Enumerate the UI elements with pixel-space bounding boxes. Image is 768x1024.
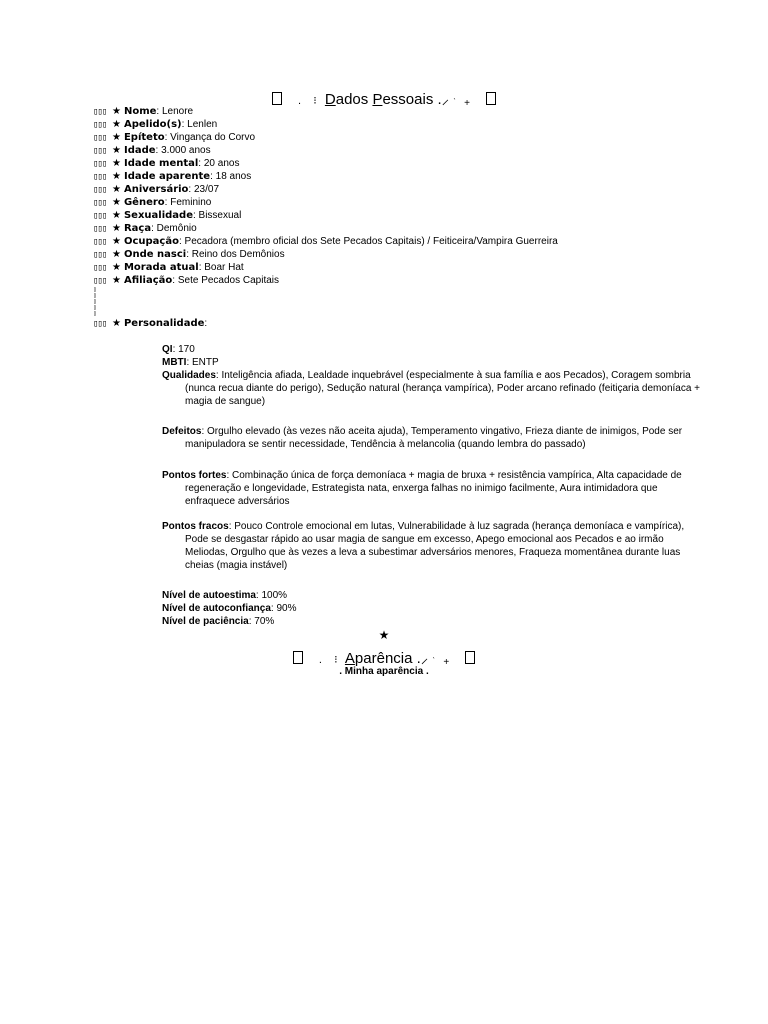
boxes-glyph: ▯▯▯ bbox=[93, 319, 107, 329]
field-key: Ocupação bbox=[123, 236, 179, 247]
star-icon: ★ bbox=[112, 236, 121, 247]
tick-glyph: ˎ bbox=[432, 650, 436, 659]
pontos-fortes-paragraph bbox=[162, 469, 705, 508]
mbti-label: MBTI bbox=[162, 357, 187, 368]
star-icon: ★ bbox=[112, 275, 121, 286]
field-row bbox=[93, 118, 693, 131]
star-icon: ★ bbox=[112, 318, 121, 329]
field-row bbox=[93, 131, 693, 144]
star-icon: ★ bbox=[112, 158, 121, 169]
plus-glyph: + bbox=[464, 98, 471, 109]
star-icon: ★ bbox=[112, 119, 121, 130]
boxes-glyph: ▯▯▯ bbox=[93, 263, 107, 273]
dots-after-glyph: .⸝ bbox=[437, 91, 450, 108]
paciencia-value: : 70% bbox=[248, 616, 275, 627]
star-icon: ★ bbox=[112, 223, 121, 234]
boxes-glyph: ▯▯▯ bbox=[93, 107, 107, 117]
star-icon: ★ bbox=[112, 171, 121, 182]
autoconfianca-label: Nível de autoconfiança bbox=[162, 603, 271, 614]
small-box-glyph: ▯ bbox=[93, 298, 97, 305]
pontos-fortes-label: Pontos fortes bbox=[162, 470, 227, 481]
field-row bbox=[93, 209, 693, 222]
qi-label: QI bbox=[162, 344, 173, 355]
field-key: Apelido(s) bbox=[123, 119, 182, 130]
dot-glyph: . bbox=[297, 95, 302, 107]
tick-glyph: ˎ bbox=[453, 91, 456, 100]
box-glyph-icon bbox=[272, 92, 282, 105]
field-value: : 18 anos bbox=[210, 171, 252, 182]
box-glyph-icon bbox=[293, 651, 303, 664]
boxes-glyph: ▯▯▯ bbox=[93, 211, 107, 221]
small-box-glyph: ▯ bbox=[93, 310, 97, 317]
field-row bbox=[93, 183, 693, 196]
field-value: : Pecadora (membro oficial dos Sete Pecados Capitais) / Feiticeira/Vampira Guerreira bbox=[178, 236, 558, 247]
mbti-value: : ENTP bbox=[186, 357, 219, 368]
heading-text-ados: ados bbox=[335, 91, 373, 108]
autoestima-line bbox=[162, 589, 682, 602]
star-icon: ★ bbox=[112, 210, 121, 221]
field-value: : 3.000 anos bbox=[155, 145, 211, 156]
field-key: Epíteto bbox=[123, 132, 165, 143]
field-row bbox=[93, 105, 693, 118]
field-value: : bbox=[204, 318, 208, 329]
pontos-fracos-label: Pontos fracos bbox=[162, 521, 229, 532]
star-icon: ★ bbox=[112, 184, 121, 195]
small-box-glyph: ▯ bbox=[93, 292, 97, 299]
field-key: Nome bbox=[123, 106, 157, 117]
boxes-glyph: ▯▯▯ bbox=[93, 120, 107, 130]
boxes-glyph: ▯▯▯ bbox=[93, 276, 107, 286]
defeitos-value: : Orgulho elevado (às vezes não aceita ajuda), Temperamento vingativo, Frieza diante de inimigos, Pode ser manipuladora se sentir necessidade, Tendência à melancolia (quando lembra do passado) bbox=[185, 426, 683, 450]
heading-initial-p: P bbox=[372, 91, 383, 108]
vertical-dots-glyph: ⁝ bbox=[313, 95, 317, 107]
field-value: : Boar Hat bbox=[198, 262, 244, 273]
autoconfianca-line bbox=[162, 602, 682, 615]
dots-after-glyph: .⸝ bbox=[416, 650, 429, 667]
mbti-line bbox=[162, 356, 682, 369]
field-row bbox=[93, 261, 693, 274]
field-value: : Feminino bbox=[164, 197, 212, 208]
boxes-glyph: ▯▯▯ bbox=[93, 146, 107, 156]
boxes-glyph: ▯▯▯ bbox=[93, 250, 107, 260]
field-key: Idade aparente bbox=[123, 171, 211, 182]
separator-star-icon: ★ bbox=[378, 628, 390, 642]
vertical-dots-glyph: ⁝ bbox=[334, 654, 338, 666]
qualidades-value: : Inteligência afiada, Lealdade inquebrável (especialmente à sua família e aos Pecados), Coragem sombria (nunca recua diante do perigo), Sedução natural (herança vampírica), Poder arcano refinado (feitiçaria demoníaca + magia de sangue) bbox=[185, 370, 701, 407]
personal-data-list bbox=[93, 105, 693, 330]
field-row bbox=[93, 157, 693, 170]
box-glyph-icon bbox=[486, 92, 496, 105]
field-value: : 23/07 bbox=[188, 184, 220, 195]
paciencia-line bbox=[162, 615, 682, 628]
boxes-glyph: ▯▯▯ bbox=[93, 237, 107, 247]
field-row bbox=[93, 274, 693, 287]
field-row bbox=[93, 248, 693, 261]
heading-text-essoais: essoais bbox=[382, 91, 434, 108]
field-row bbox=[93, 235, 693, 248]
plus-glyph: + bbox=[443, 657, 450, 668]
heading-initial-d: D bbox=[324, 91, 336, 108]
boxes-glyph: ▯▯▯ bbox=[93, 185, 107, 195]
field-key: Raça bbox=[123, 223, 152, 234]
heading-text-parencia: parência bbox=[354, 650, 413, 667]
field-value: : Bissexual bbox=[192, 210, 242, 221]
field-value: : Vingança do Corvo bbox=[164, 132, 256, 143]
field-row bbox=[93, 222, 693, 235]
field-row-personalidade bbox=[93, 317, 693, 330]
autoestima-label: Nível de autoestima bbox=[162, 590, 256, 601]
small-box-glyph: ▯ bbox=[93, 286, 97, 293]
field-key: Idade mental bbox=[123, 158, 199, 169]
pontos-fracos-paragraph bbox=[162, 520, 705, 572]
boxes-glyph: ▯▯▯ bbox=[93, 159, 107, 169]
qi-value: : 170 bbox=[172, 344, 195, 355]
field-key: Morada atual bbox=[123, 262, 199, 273]
field-value: : Lenlen bbox=[181, 119, 218, 130]
pontos-fortes-value: : Combinação única de força demoníaca + magia de bruxa + resistência vampírica, Alta capacidade de regeneração e longevidade, Estrategista nata, enxerga falhas no inimigo facilmente, Aura intimidadora que enfraquece adversários bbox=[185, 470, 682, 507]
field-value: : Demônio bbox=[151, 223, 197, 234]
star-icon: ★ bbox=[112, 262, 121, 273]
qi-line bbox=[162, 343, 682, 356]
field-key: Personalidade bbox=[123, 318, 205, 329]
field-value: : Reino dos Demônios bbox=[186, 249, 285, 260]
field-value: : 20 anos bbox=[198, 158, 240, 169]
autoconfianca-value: : 90% bbox=[270, 603, 297, 614]
star-icon: ★ bbox=[112, 145, 121, 156]
field-key: Gênero bbox=[123, 197, 165, 208]
boxes-glyph: ▯▯▯ bbox=[93, 224, 107, 234]
field-key: Aniversário bbox=[123, 184, 189, 195]
boxes-glyph: ▯▯▯ bbox=[93, 172, 107, 182]
defeitos-label: Defeitos bbox=[162, 426, 202, 437]
field-key: Onde nasci bbox=[123, 249, 187, 260]
field-key: Afiliação bbox=[123, 275, 173, 286]
field-key: Sexualidade bbox=[123, 210, 193, 221]
field-row bbox=[93, 196, 693, 209]
small-box-glyph: ▯ bbox=[93, 304, 97, 311]
section-subtitle: . Minha aparência . bbox=[339, 666, 429, 677]
boxes-glyph: ▯▯▯ bbox=[93, 133, 107, 143]
defeitos-paragraph bbox=[162, 425, 705, 451]
qualidades-paragraph bbox=[162, 369, 705, 408]
star-icon: ★ bbox=[112, 249, 121, 260]
pontos-fracos-value: : Pouco Controle emocional em lutas, Vulnerabilidade à luz sagrada (herança demoníaca e vampírica), Pode se desgastar rápido ao usar magia de sangue em excesso, Apego emocional aos Pecados e ao irmão Meliodas, Orgulho que às vezes a leva a subestimar adversários menores, Fraqueza momentânea durante luas cheias (magia instável) bbox=[185, 521, 685, 571]
paciencia-label: Nível de paciência bbox=[162, 616, 249, 627]
field-row bbox=[93, 144, 693, 157]
field-value: : Lenore bbox=[156, 106, 194, 117]
dot-glyph: . bbox=[318, 654, 322, 666]
qualidades-label: Qualidades bbox=[162, 370, 216, 381]
autoestima-value: : 100% bbox=[255, 590, 288, 601]
field-row bbox=[93, 170, 693, 183]
boxes-glyph: ▯▯▯ bbox=[93, 198, 107, 208]
heading-initial-a: A bbox=[344, 650, 355, 667]
star-icon: ★ bbox=[112, 106, 121, 117]
star-icon: ★ bbox=[112, 132, 121, 143]
box-glyph-icon bbox=[465, 651, 475, 664]
star-icon: ★ bbox=[112, 197, 121, 208]
field-key: Idade bbox=[123, 145, 156, 156]
field-value: : Sete Pecados Capitais bbox=[172, 275, 280, 286]
